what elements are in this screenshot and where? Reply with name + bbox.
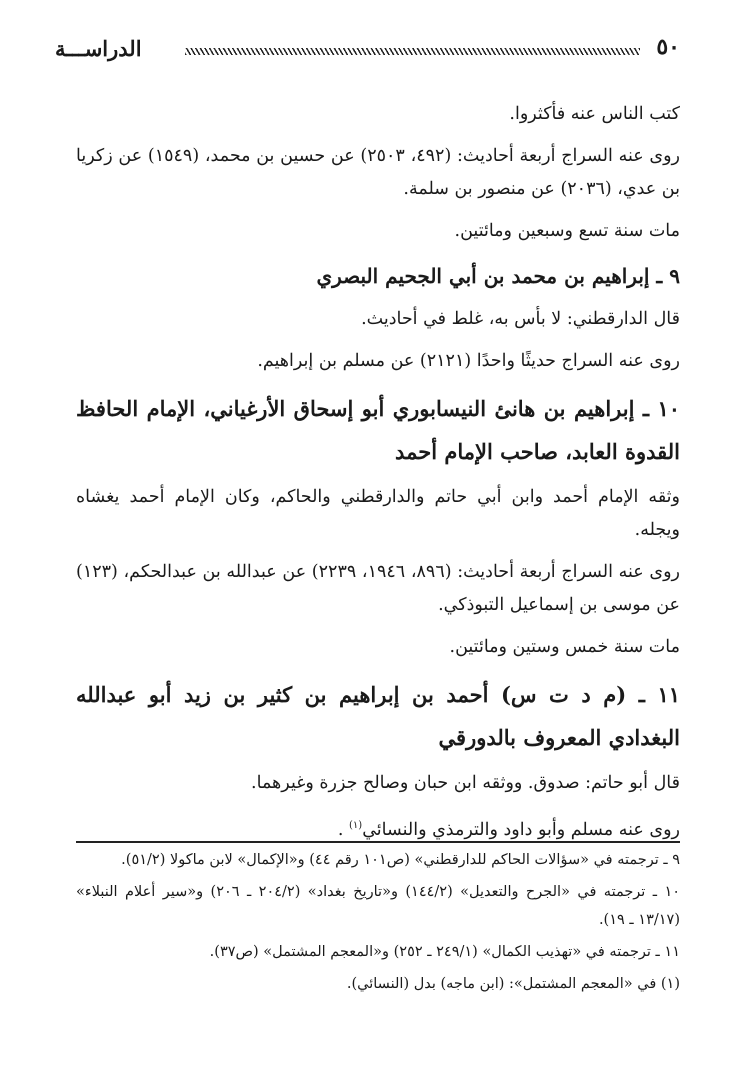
footnote: ٩ ـ ترجمته في «سؤالات الحاكم للدارقطني» (ص١٠١ رقم ٤٤) و«الإكمال» لابن ماكولا (٥١/٢). [121, 852, 680, 868]
paragraph: وثقه الإمام أحمد وابن أبي حاتم والدارقطني والحاكم، وكان الإمام أحمد يغشاه ويجله. [76, 487, 680, 540]
header-decorative-rule [185, 48, 640, 55]
entry-heading-9: ٩ ـ إبراهيم بن محمد بن أبي الجحيم البصري [316, 264, 680, 288]
paragraph: روى عنه السراج أربعة أحاديث: (٨٩٦، ١٩٤٦، ٢٢٣٩) عن عبدالله بن عبدالحكم، (١٢٣) عن موسى بن إسماعيل التبوذكي. [76, 562, 680, 615]
footnotes [76, 846, 680, 1002]
paragraph: قال الدارقطني: لا بأس به، غلط في أحاديث. [361, 309, 680, 329]
page-header [55, 36, 680, 66]
paragraph: روى عنه السراج أربعة أحاديث: (٤٩٢، ٢٥٠٣) عن حسين بن محمد، (١٥٤٩) عن زكريا بن عدي، (٢٠٣٦) عن منصور بن سلمة. [76, 146, 681, 199]
page-body [76, 98, 680, 856]
footnote-ref[interactable]: (١) [349, 820, 363, 831]
paragraph: روى عنه السراج حديثًا واحدًا (٢١٢١) عن مسلم بن إبراهيم. [257, 351, 680, 371]
page-number: ٥٠ [656, 34, 680, 60]
paragraph-end: . [337, 819, 350, 840]
paragraph: مات سنة خمس وستين ومائتين. [449, 637, 680, 657]
paragraph: كتب الناس عنه فأكثروا. [509, 104, 680, 124]
footnote: (١) في «المعجم المشتمل»: (ابن ماجه) بدل (النسائي). [346, 976, 680, 992]
entry-heading-11: ١١ ـ (م د ت س) أحمد بن إبراهيم بن كثير بن زيد أبو عبدالله البغدادي المعروف بالدورقي [76, 682, 680, 750]
paragraph: قال أبو حاتم: صدوق. ووثقه ابن حبان وصالح جزرة وغيرهما. [251, 773, 680, 793]
footnote: ١١ ـ ترجمته في «تهذيب الكمال» (٢٤٩/١ ـ ٢٥٢) و«المعجم المشتمل» (ص٣٧). [209, 944, 680, 960]
paragraph-text: روى عنه مسلم وأبو داود والترمذي والنسائي [362, 819, 680, 840]
entry-heading-10: ١٠ ـ إبراهيم بن هانئ النيسابوري أبو إسحاق الأرغياني، الإمام الحافظ القدوة العابد، صاحب الإمام أحمد [76, 396, 680, 464]
footnote: ١٠ ـ ترجمته في «الجرح والتعديل» (١٤٤/٢) و«تاريخ بغداد» (٢٠٤/٢ ـ ٢٠٦) و«سير أعلام النبلاء» (١٣/١٧ ـ ١٩). [76, 884, 681, 928]
footnote-divider [76, 841, 680, 843]
section-title: الدراســـة [55, 36, 142, 61]
paragraph: مات سنة تسع وسبعين ومائتين. [454, 221, 680, 241]
